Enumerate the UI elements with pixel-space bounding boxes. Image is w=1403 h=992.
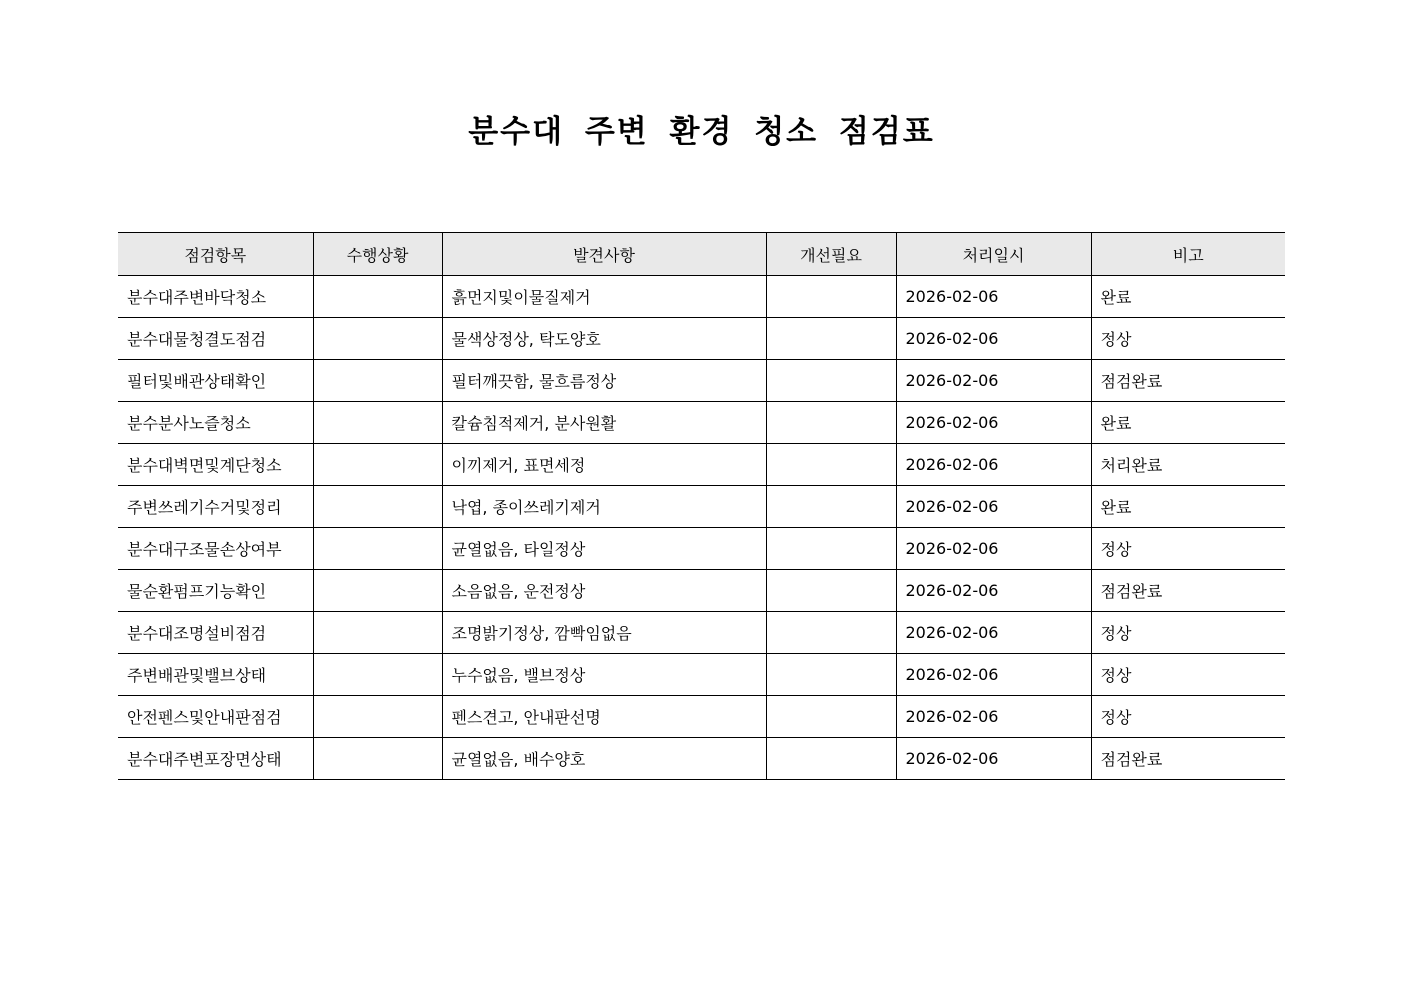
cell-performance-status: [313, 738, 442, 780]
cell-findings: 낙엽, 종이쓰레기제거: [442, 486, 766, 528]
table-row: [118, 486, 1285, 528]
cell-performance-status: [313, 360, 442, 402]
cell-inspection-item: 분수대물청결도점검: [118, 318, 313, 360]
cell-performance-status: [313, 570, 442, 612]
cell-findings: 조명밝기정상, 깜빡임없음: [442, 612, 766, 654]
cell-inspection-item: 분수대주변바닥청소: [118, 276, 313, 318]
cell-findings: 소음없음, 운전정상: [442, 570, 766, 612]
cell-findings: 칼슘침적제거, 분사원활: [442, 402, 766, 444]
cell-processed-date: 2026-02-06: [896, 654, 1091, 696]
document-title: 분수대 주변 환경 청소 점검표: [468, 114, 935, 150]
cell-processed-date: 2026-02-06: [896, 444, 1091, 486]
cell-inspection-item: 주변배관및밸브상태: [118, 654, 313, 696]
cell-inspection-item: 분수대벽면및계단청소: [118, 444, 313, 486]
cell-performance-status: [313, 402, 442, 444]
cell-improvement-needed: [766, 696, 896, 738]
header-performance-status: 수행상황: [313, 233, 442, 276]
cell-improvement-needed: [766, 360, 896, 402]
cell-performance-status: [313, 318, 442, 360]
cell-improvement-needed: [766, 402, 896, 444]
cell-remarks: 완료: [1091, 402, 1285, 444]
cell-remarks: 처리완료: [1091, 444, 1285, 486]
inspection-table: [118, 232, 1285, 780]
cell-improvement-needed: [766, 276, 896, 318]
cell-inspection-item: 분수대조명설비점검: [118, 612, 313, 654]
cell-performance-status: [313, 654, 442, 696]
cell-performance-status: [313, 444, 442, 486]
table-row: [118, 360, 1285, 402]
header-row: [118, 233, 1285, 276]
table-row: [118, 402, 1285, 444]
cell-improvement-needed: [766, 486, 896, 528]
table-row: [118, 696, 1285, 738]
cell-inspection-item: 분수대주변포장면상태: [118, 738, 313, 780]
cell-remarks: 정상: [1091, 318, 1285, 360]
cell-findings: 필터깨끗함, 물흐름정상: [442, 360, 766, 402]
cell-processed-date: 2026-02-06: [896, 318, 1091, 360]
cell-performance-status: [313, 696, 442, 738]
cell-processed-date: 2026-02-06: [896, 486, 1091, 528]
table-row: [118, 444, 1285, 486]
cell-improvement-needed: [766, 570, 896, 612]
cell-remarks: 완료: [1091, 276, 1285, 318]
cell-processed-date: 2026-02-06: [896, 738, 1091, 780]
cell-processed-date: 2026-02-06: [896, 612, 1091, 654]
cell-improvement-needed: [766, 738, 896, 780]
cell-findings: 물색상정상, 탁도양호: [442, 318, 766, 360]
cell-inspection-item: 주변쓰레기수거및정리: [118, 486, 313, 528]
cell-performance-status: [313, 612, 442, 654]
table-row: [118, 612, 1285, 654]
cell-processed-date: 2026-02-06: [896, 528, 1091, 570]
cell-remarks: 정상: [1091, 654, 1285, 696]
cell-remarks: 정상: [1091, 612, 1285, 654]
table-row: [118, 654, 1285, 696]
cell-remarks: 정상: [1091, 528, 1285, 570]
cell-findings: 흙먼지및이물질제거: [442, 276, 766, 318]
cell-remarks: 완료: [1091, 486, 1285, 528]
cell-inspection-item: 물순환펌프기능확인: [118, 570, 313, 612]
cell-findings: 펜스견고, 안내판선명: [442, 696, 766, 738]
cell-remarks: 점검완료: [1091, 360, 1285, 402]
cell-processed-date: 2026-02-06: [896, 402, 1091, 444]
cell-findings: 누수없음, 밸브정상: [442, 654, 766, 696]
cell-remarks: 정상: [1091, 696, 1285, 738]
table-body: [118, 276, 1285, 780]
header-remarks: 비고: [1091, 233, 1285, 276]
cell-processed-date: 2026-02-06: [896, 570, 1091, 612]
cell-findings: 균열없음, 배수양호: [442, 738, 766, 780]
cell-inspection-item: 필터및배관상태확인: [118, 360, 313, 402]
cell-performance-status: [313, 276, 442, 318]
header-processed-date: 처리일시: [896, 233, 1091, 276]
table-header: [118, 233, 1285, 276]
cell-performance-status: [313, 486, 442, 528]
cell-inspection-item: 분수분사노즐청소: [118, 402, 313, 444]
cell-remarks: 점검완료: [1091, 570, 1285, 612]
cell-improvement-needed: [766, 444, 896, 486]
cell-findings: 이끼제거, 표면세정: [442, 444, 766, 486]
table-row: [118, 318, 1285, 360]
cell-findings: 균열없음, 타일정상: [442, 528, 766, 570]
table-row: [118, 276, 1285, 318]
cell-improvement-needed: [766, 318, 896, 360]
header-inspection-item: 점검항목: [118, 233, 313, 276]
header-improvement-needed: 개선필요: [766, 233, 896, 276]
cell-inspection-item: 안전펜스및안내판점검: [118, 696, 313, 738]
table-row: [118, 528, 1285, 570]
cell-improvement-needed: [766, 612, 896, 654]
table-row: [118, 738, 1285, 780]
cell-improvement-needed: [766, 654, 896, 696]
cell-remarks: 점검완료: [1091, 738, 1285, 780]
cell-processed-date: 2026-02-06: [896, 360, 1091, 402]
cell-improvement-needed: [766, 528, 896, 570]
cell-inspection-item: 분수대구조물손상여부: [118, 528, 313, 570]
cell-processed-date: 2026-02-06: [896, 276, 1091, 318]
cell-processed-date: 2026-02-06: [896, 696, 1091, 738]
cell-performance-status: [313, 528, 442, 570]
header-findings: 발견사항: [442, 233, 766, 276]
table-row: [118, 570, 1285, 612]
